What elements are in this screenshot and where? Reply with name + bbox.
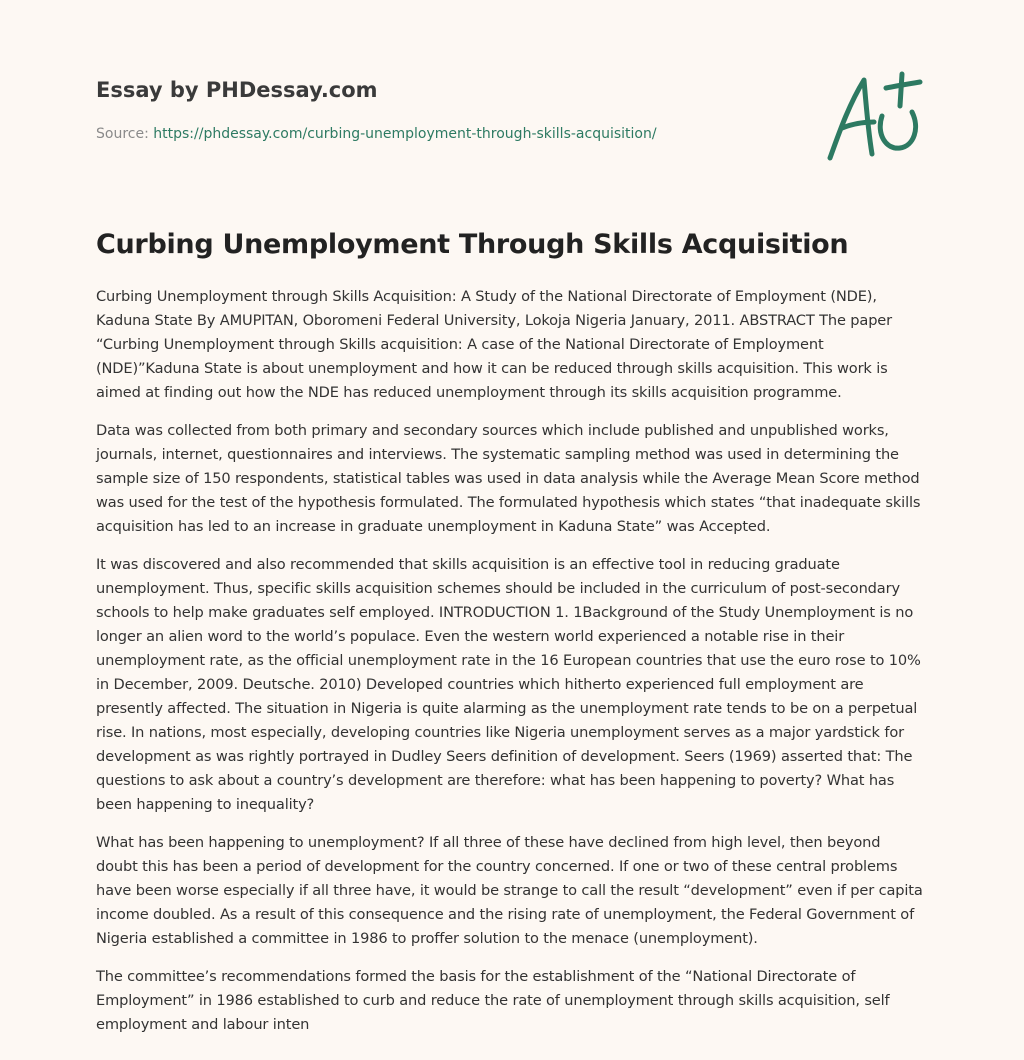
paragraph: The committee’s recommendations formed the basis for the establishment of the “National Directorate of Employment” in 1986 established to curb and reduce the rate of unemployment through skills acquisition, self employment and labour inten <box>96 968 890 1033</box>
article-body <box>96 285 926 1051</box>
site-brand: Essay by PHDessay.com <box>96 78 378 102</box>
a-plus-grade-icon <box>820 66 930 166</box>
paragraph: It was discovered and also recommended that skills acquisition is an effective tool in reducing graduate unemployment. Thus, specific skills acquisition schemes should be included in the curriculum of post-secondary schools to help make graduates self employed. INTRODUCTION 1. 1Background of the Study Unemployment is no longer an alien word to the world’s populace. Even the western world experienced a notable rise in their unemployment rate, as the official unemployment rate in the 16 European countries that use the euro rose to 10% in December, 2009. Deutsche. 2010) Developed countries which hitherto experienced full employment are presently affected. The situation in Nigeria is quite alarming as the unemployment rate tends to be on a perpetual rise. In nations, most especially, developing countries like Nigeria unemployment serves as a major yardstick for development as was rightly portrayed in Dudley Seers definition of development. Seers (1969) asserted that: The questions to ask about a country’s development are therefore: what has been happening to poverty? What has been happening to inequality? <box>96 556 921 813</box>
source-line <box>96 124 816 144</box>
paragraph: What has been happening to unemployment? If all three of these have declined from high level, then beyond doubt this has been a period of development for the country concerned. If one or two of these central problems have been worse especially if all three have, it would be strange to call the result “development” even if per capita income doubled. As a result of this consequence and the rising rate of unemployment, the Federal Government of Nigeria established a committee in 1986 to proffer solution to the menace (unemployment). <box>96 834 923 947</box>
source-link[interactable]: https://phdessay.com/curbing-unemployment-through-skills-acquisition/ <box>153 126 657 142</box>
article-title: Curbing Unemployment Through Skills Acquisition <box>96 229 849 260</box>
source-label: Source: <box>96 126 149 142</box>
paragraph: Curbing Unemployment through Skills Acquisition: A Study of the National Directorate of Employment (NDE), Kaduna State By AMUPITAN, Oboromeni Federal University, Lokoja Nigeria January, 2011. ABSTRACT The paper “Curbing Unemployment through Skills acquisition: A case of the National Directorate of Employment (NDE)”Kaduna State is about unemployment and how it can be reduced through skills acquisition. This work is aimed at finding out how the NDE has reduced unemployment through its skills acquisition programme. <box>96 288 892 401</box>
essay-header <box>96 76 816 144</box>
paragraph: Data was collected from both primary and secondary sources which include published and unpublished works, journals, internet, questionnaires and interviews. The systematic sampling method was used in determining the sample size of 150 respondents, statistical tables was used in data analysis while the Average Mean Score method was used for the test of the hypothesis formulated. The formulated hypothesis which states “that inadequate skills acquisition has led to an increase in graduate unemployment in Kaduna State” was Accepted. <box>96 422 921 535</box>
